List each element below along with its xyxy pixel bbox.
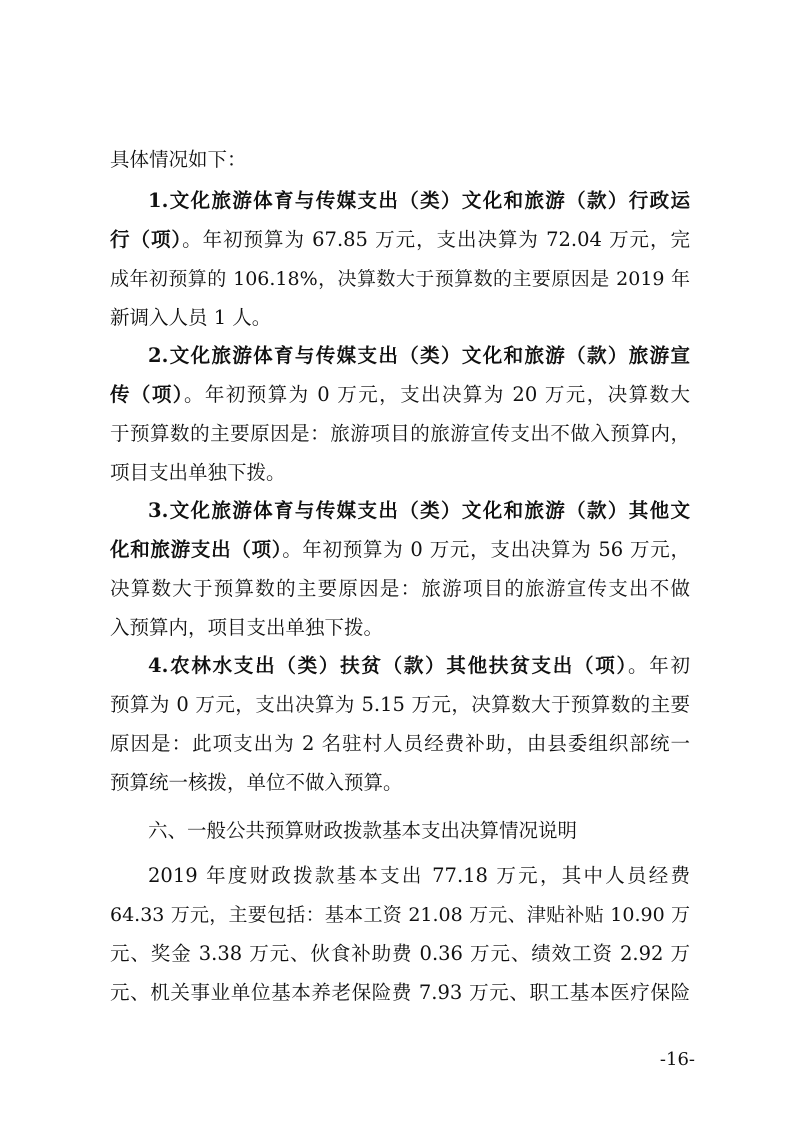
item-3-line-2 [110,531,690,569]
closing-line-1 [148,857,690,895]
closing-line-2-text: 64.33 万元，主要包括：基本工资 21.08 万元、津贴补贴 10.90 万 [110,904,690,926]
item-3-line-2-text: 。年初预算为 0 万元，支出决算为 56 万元， [282,538,690,561]
item-4-line-4 [110,764,690,802]
item-3-line-3-text: 决算数大于预算数的主要原因是：旅游项目的旅游宣传支出不做 [110,577,690,600]
item-4-line-2 [110,686,690,724]
item-1-line-2 [110,221,690,259]
item-4-line-1-text: 。年初 [627,654,690,677]
item-3-heading-cont: 化和旅游支出（项） [110,538,283,561]
item-4-heading: 4.农林水支出（类）扶贫（款）其他扶贫支出（项） [148,654,628,677]
item-1-line-3-text: 成年初预算的 106.18%，决算数大于预算数的主要原因是 2019 年 [110,268,690,290]
item-4-line-1 [148,647,690,685]
item-2-line-4-text: 项目支出单独下拨。 [110,461,286,484]
item-2-line-4 [110,454,690,492]
item-1-line-3 [110,260,690,298]
item-2-line-3-text: 于预算数的主要原因是：旅游项目的旅游宣传支出不做入预算内， [110,422,690,445]
closing-line-3-text: 元、奖金 3.38 万元、伙食补助费 0.36 万元、绩效工资 2.92 万 [110,942,690,965]
item-4-line-3 [110,725,690,763]
item-1-line-1 [148,182,690,220]
item-3-line-3 [110,570,690,608]
item-2-line-2-text: 。年初预算为 0 万元，支出决算为 20 万元，决算数大 [184,383,690,406]
section-heading [148,812,690,850]
item-2-line-2 [110,376,690,414]
item-2-line-1 [148,337,690,375]
item-3-heading: 3.文化旅游体育与传媒支出（类）文化和旅游（款）其他文 [148,499,690,522]
item-1-heading: 1.文化旅游体育与传媒支出（类）文化和旅游（款）行政运 [148,189,690,212]
closing-line-1-text: 2019 年度财政拨款基本支出 77.18 万元，其中人员经费 [148,864,690,887]
item-3-line-1 [148,492,690,530]
item-3-line-4-text: 入预算内，项目支出单独下拨。 [110,616,384,639]
item-2-heading-cont: 传（项） [110,383,184,406]
item-1-line-4 [110,299,690,337]
item-4-line-3-text: 原因是：此项支出为 2 名驻村人员经费补助，由县委组织部统一 [110,732,690,755]
closing-line-3 [110,935,690,973]
intro-line [110,141,690,179]
item-4-line-2-text: 预算为 0 万元，支出决算为 5.15 万元，决算数大于预算数的主要 [110,693,690,716]
item-1-line-2-text: 。年初预算为 67.85 万元，支出决算为 72.04 万元，完 [182,228,690,251]
section-heading-text: 六、一般公共预算财政拨款基本支出决算情况说明 [148,819,578,842]
page-number: -16- [659,1049,695,1070]
item-1-heading-cont: 行（项） [110,228,183,251]
item-3-line-4 [110,609,690,647]
item-1-line-4-text: 新调入人员 1 人。 [110,306,272,329]
closing-line-4-text: 元、机关事业单位基本养老保险费 7.93 万元、职工基本医疗保险 [110,981,690,1004]
item-2-heading: 2.文化旅游体育与传媒支出（类）文化和旅游（款）旅游宣 [148,344,690,367]
item-4-line-4-text: 预算统一核拨，单位不做入预算。 [110,771,403,794]
item-2-line-3 [110,415,690,453]
closing-line-4 [110,974,690,1012]
intro-text: 具体情况如下： [110,148,247,171]
closing-line-2 [110,896,690,934]
